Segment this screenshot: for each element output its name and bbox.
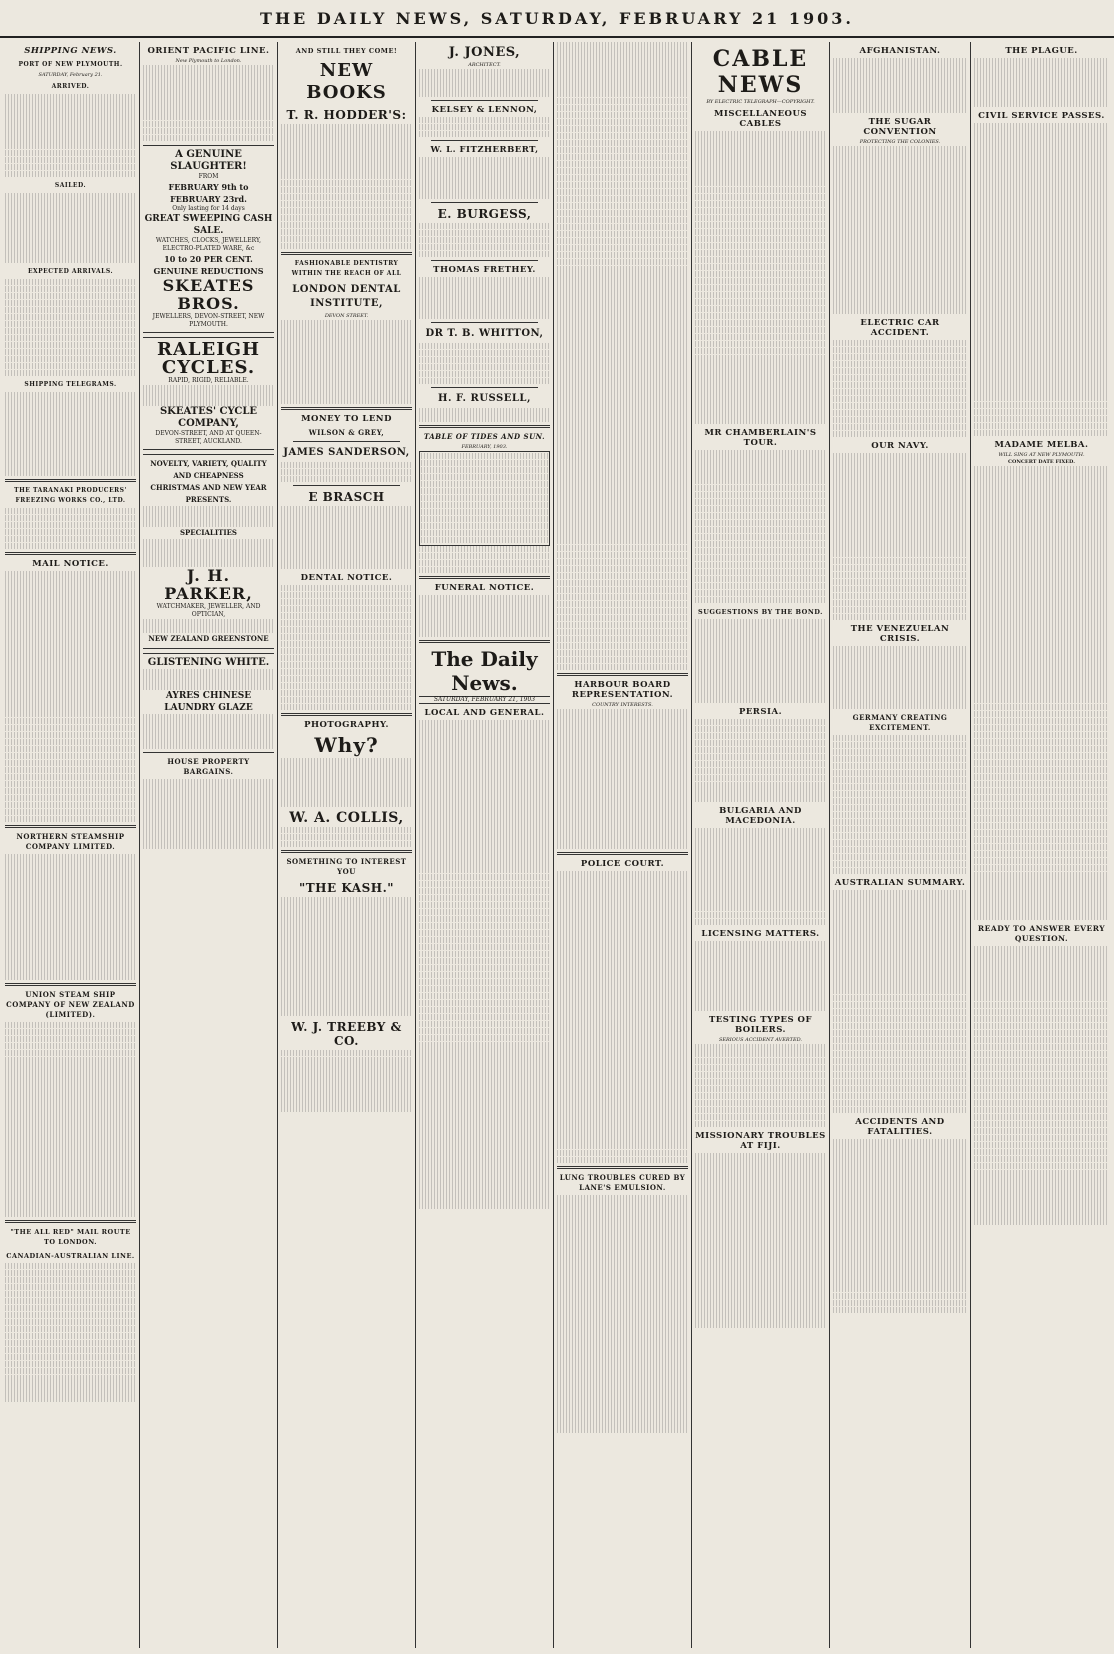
suggestions-bond: SUGGESTIONS BY THE BOND. — [698, 608, 823, 617]
filler-text — [974, 946, 1109, 1225]
specialities: SPECIALITIES — [179, 528, 237, 538]
filler-text — [833, 646, 967, 708]
tides-heading: TABLE OF TIDES AND SUN. — [423, 431, 546, 441]
filler-text — [974, 58, 1109, 107]
column-advertisements-2 — [278, 42, 416, 1648]
filler-text — [974, 123, 1109, 437]
why-heading: Why? — [314, 733, 379, 758]
money-to-lend: MONEY TO LEND — [301, 413, 392, 424]
filler-text — [557, 42, 688, 670]
our-navy: OUR NAVY. — [871, 441, 929, 452]
filler-text — [833, 340, 967, 437]
filler-text — [695, 828, 826, 925]
filler-text — [281, 585, 412, 710]
from-label: FROM — [198, 173, 219, 181]
filler-text — [419, 343, 550, 385]
new-books-heading: NEW BOOKS — [306, 60, 387, 103]
raleigh-sub: RAPID, RIGID, RELIABLE. — [168, 377, 249, 385]
devon-street: DEVON STREET. — [324, 313, 369, 320]
all-red-heading: "THE ALL RED" MAIL ROUTE TO LONDON. — [10, 1227, 131, 1246]
protecting-colonies: PROTECTING THE COLONIES. — [859, 139, 941, 146]
kelsey-lennon: KELSEY & LENNON, — [431, 104, 538, 115]
orient-heading: ORIENT PACIFIC LINE. — [147, 46, 270, 56]
filler-text — [143, 779, 274, 848]
tides-table — [419, 451, 550, 546]
treeby: W. J. TREEBY & CO. — [291, 1019, 402, 1048]
country-interests: COUNTRY INTERESTS. — [592, 702, 653, 709]
serious-accident: SERIOUS ACCIDENT AVERTED. — [718, 1036, 803, 1043]
column-advertisements-1 — [140, 42, 278, 1648]
arrived-heading: ARRIVED. — [51, 83, 90, 90]
local-general: LOCAL AND GENERAL. — [424, 708, 545, 719]
masthead — [0, 0, 1114, 38]
taranaki-heading: THE TARANAKI PRODUCERS' FREEZING WORKS CO., LTD. — [14, 486, 127, 504]
filler-text — [695, 1044, 826, 1127]
filler-text — [419, 223, 550, 258]
column-professional — [416, 42, 554, 1648]
filler-text — [281, 758, 412, 807]
filler-text — [695, 450, 826, 603]
filler-text — [5, 571, 136, 822]
cable-sub: BY ELECTRIC TELEGRAPH—COPYRIGHT. — [706, 99, 815, 105]
wilson-grey: WILSON & GREY, — [308, 427, 385, 437]
harbour-board: HARBOUR BOARD REPRESENTATION. — [571, 680, 674, 701]
germany-excitement: GERMANY CREATING EXCITEMENT. — [852, 712, 948, 732]
frethey: THOMAS FRETHEY. — [433, 265, 536, 276]
something-interest: SOMETHING TO INTEREST YOU — [286, 857, 407, 877]
photography-heading: PHOTOGRAPHY. — [304, 720, 389, 731]
afghanistan: AFGHANISTAN. — [859, 46, 941, 56]
watches-line: WATCHES, CLOCKS, JEWELLERY, ELECTRO-PLATED WARE, &c — [155, 237, 262, 253]
sugar-convention: THE SUGAR CONVENTION — [863, 117, 937, 138]
filler-text — [419, 277, 550, 319]
daily-news-nameplate: The Daily News. — [431, 646, 538, 695]
filler-text — [833, 735, 967, 874]
filler-text — [5, 508, 136, 550]
australian-summary: AUSTRALIAN SUMMARY. — [834, 878, 966, 889]
police-court: POLICE COURT. — [580, 858, 665, 869]
glaze-ad — [143, 653, 274, 753]
venezuelan-crisis: THE VENEZUELAN CRISIS. — [850, 624, 950, 645]
filler-text — [419, 408, 550, 422]
filler-text — [695, 941, 826, 1010]
brasch: E BRASCH — [308, 490, 385, 505]
reduction-line: 10 to 20 PER CENT. GENUINE REDUCTIONS — [153, 254, 264, 277]
filler-text — [281, 320, 412, 403]
date-line: SATURDAY, February 21. — [38, 72, 103, 78]
filler-text — [5, 279, 136, 376]
filler-text — [281, 124, 412, 249]
filler-text — [419, 69, 550, 97]
columns — [2, 38, 1112, 1652]
expected-heading: EXPECTED ARRIVALS. — [27, 267, 114, 275]
christmas-line: CHRISTMAS AND NEW YEAR PRESENTS. — [150, 483, 267, 505]
tides-month: FEBRUARY, 1903. — [461, 443, 508, 450]
filler-text — [974, 466, 1109, 920]
filler-text — [833, 890, 967, 1113]
filler-text — [5, 1022, 136, 1217]
whitton: DR T. B. WHITTON, — [425, 327, 544, 339]
filler-text — [695, 1153, 826, 1327]
jones-heading: J. JONES, — [448, 45, 521, 60]
filler-text — [557, 709, 688, 848]
raleigh-title: RALEIGH CYCLES. — [156, 339, 261, 379]
only-lasting: Only lasting for 14 days — [172, 205, 245, 213]
civil-service: CIVIL SERVICE PASSES. — [978, 110, 1105, 121]
filler-text — [419, 546, 550, 574]
hodder-heading: T. R. HODDER'S: — [286, 108, 407, 122]
column-news-3 — [971, 42, 1112, 1648]
raleigh-ad — [143, 337, 274, 450]
filler-text — [143, 385, 274, 406]
filler-text — [695, 131, 826, 424]
great-sale: GREAT SWEEPING CASH SALE. — [144, 214, 273, 237]
skeates-sub: JEWELLERS, DEVON-STREET, NEW PLYMOUTH. — [152, 313, 265, 329]
bulgaria: BULGARIA AND MACEDONIA. — [719, 806, 802, 827]
misc-cables: MISCELLANEOUS CABLES — [713, 109, 808, 129]
filler-text — [5, 854, 136, 979]
licensing: LICENSING MATTERS. — [701, 929, 820, 940]
concert-date: CONCERT DATE FIXED. — [1008, 459, 1075, 466]
canadian-heading: CANADIAN-AUSTRALIAN LINE. — [6, 1251, 135, 1260]
date-range: FEBRUARY 9th to FEBRUARY 23rd. — [168, 182, 249, 205]
filler-text — [5, 1263, 136, 1402]
shipping-news-heading: SHIPPING NEWS. — [24, 46, 117, 56]
filler-text — [833, 1139, 967, 1313]
electric-car: ELECTRIC CAR ACCIDENT. — [860, 317, 940, 338]
filler-text — [419, 720, 550, 1209]
filler-text — [143, 506, 274, 527]
filler-text — [419, 157, 550, 199]
union-steamship-heading: UNION STEAM SHIP COMPANY OF NEW ZEALAND (LIMITED). — [6, 989, 135, 1019]
column-news-2 — [830, 42, 971, 1648]
skeates-cycle-sub: DEVON-STREET, AND AT QUEEN-STREET, AUCKLAND. — [155, 430, 262, 446]
dental-notice: DENTAL NOTICE. — [300, 572, 393, 583]
still-they-come: AND STILL THEY COME! — [295, 47, 398, 55]
filler-text — [281, 1050, 412, 1112]
filler-text — [5, 193, 136, 262]
filler-text — [557, 871, 688, 1164]
house-property: HOUSE PROPERTY BARGAINS. — [167, 757, 250, 777]
glistening-white: GLISTENING WHITE. — [147, 657, 270, 669]
filler-text — [281, 827, 412, 848]
plague: THE PLAGUE. — [1005, 46, 1078, 56]
filler-text — [833, 146, 967, 313]
column-news-1 — [554, 42, 692, 1648]
filler-text — [5, 94, 136, 177]
architect: ARCHITECT. — [468, 62, 501, 68]
filler-text — [281, 462, 412, 483]
melba-sub: WILL SING AT NEW PLYMOUTH. — [998, 452, 1085, 459]
novelty-ad — [143, 454, 274, 649]
james-sanderson: JAMES SANDERSON, — [283, 446, 410, 458]
filler-text — [557, 1195, 688, 1432]
funeral-notice: FUNERAL NOTICE. — [434, 583, 535, 594]
missionary: MISSIONARY TROUBLES AT FIJI. — [695, 1131, 826, 1152]
greenstone: NEW ZEALAND GREENSTONE — [148, 634, 269, 644]
chamberlain-tour: MR CHAMBERLAIN'S TOUR. — [704, 427, 817, 448]
collis: W. A. COLLIS, — [289, 809, 404, 826]
filler-text — [143, 65, 274, 141]
ayres-glaze: AYRES CHINESE LAUNDRY GLAZE — [164, 691, 253, 714]
filler-text — [143, 669, 274, 690]
filler-text — [5, 392, 136, 475]
filler-text — [695, 619, 826, 702]
filler-text — [419, 595, 550, 637]
genuine-slaughter: A GENUINE SLAUGHTER! — [170, 149, 247, 173]
fashionable-dentistry: FASHIONABLE DENTISTRY WITHIN THE REACH OF ALL — [291, 260, 402, 278]
london-dental: LONDON DENTAL INSTITUTE, — [292, 284, 401, 310]
port-line: PORT OF NEW PLYMOUTH. — [18, 61, 123, 68]
sailed-heading: SAILED. — [54, 182, 87, 190]
accidents-fatalities: ACCIDENTS AND FATALITIES. — [855, 1117, 945, 1138]
filler-text — [695, 719, 826, 802]
madame-melba: MADAME MELBA. — [994, 440, 1089, 451]
skeates-name: SKEATES BROS. — [162, 276, 255, 314]
northern-steamship-heading: NORTHERN STEAMSHIP COMPANY LIMITED. — [16, 832, 125, 852]
cable-news-heading: CABLE NEWS — [712, 46, 809, 98]
skeates-cycle: SKEATES' CYCLE COMPANY, — [159, 406, 258, 430]
ready-to-answer: READY TO ANSWER EVERY QUESTION. — [977, 924, 1106, 943]
filler-text — [281, 897, 412, 1015]
persia: PERSIA. — [738, 706, 783, 717]
daily-news-date: SATURDAY, FEBRUARY 21, 1903 — [419, 696, 550, 705]
fitzherbert: W. L. FITZHERBERT, — [430, 145, 539, 156]
telegrams-heading: SHIPPING TELEGRAMS. — [24, 381, 117, 389]
the-kash: "THE KASH." — [298, 881, 395, 896]
mail-notice-heading: MAIL NOTICE. — [32, 559, 109, 570]
filler-text — [419, 117, 550, 138]
slaughter-ad — [143, 145, 274, 333]
filler-text — [833, 58, 967, 113]
orient-sub: New Plymouth to London. — [175, 58, 242, 64]
filler-text — [143, 619, 274, 633]
filler-text — [281, 506, 412, 568]
filler-text — [833, 453, 967, 620]
parker-sub: WATCHMAKER, JEWELLER, AND OPTICIAN, — [156, 603, 261, 619]
parker-name: J. H. PARKER, — [164, 566, 253, 604]
lung-troubles: LUNG TROUBLES CURED BY LANE'S EMULSION. — [559, 1173, 686, 1193]
masthead-title: THE DAILY NEWS, SATURDAY, FEBRUARY 21 1903. — [260, 8, 854, 28]
filler-text — [143, 714, 274, 749]
testing-boilers: TESTING TYPES OF BOILERS. — [708, 1014, 813, 1035]
column-shipping — [2, 42, 140, 1648]
russell: H. F. RUSSELL, — [438, 393, 531, 405]
burgess: E. BURGESS, — [437, 206, 532, 221]
column-cable-news — [692, 42, 830, 1648]
novelty-line: NOVELTY, VARIETY, QUALITY AND CHEAPNESS — [150, 459, 267, 481]
filler-text — [143, 539, 274, 567]
